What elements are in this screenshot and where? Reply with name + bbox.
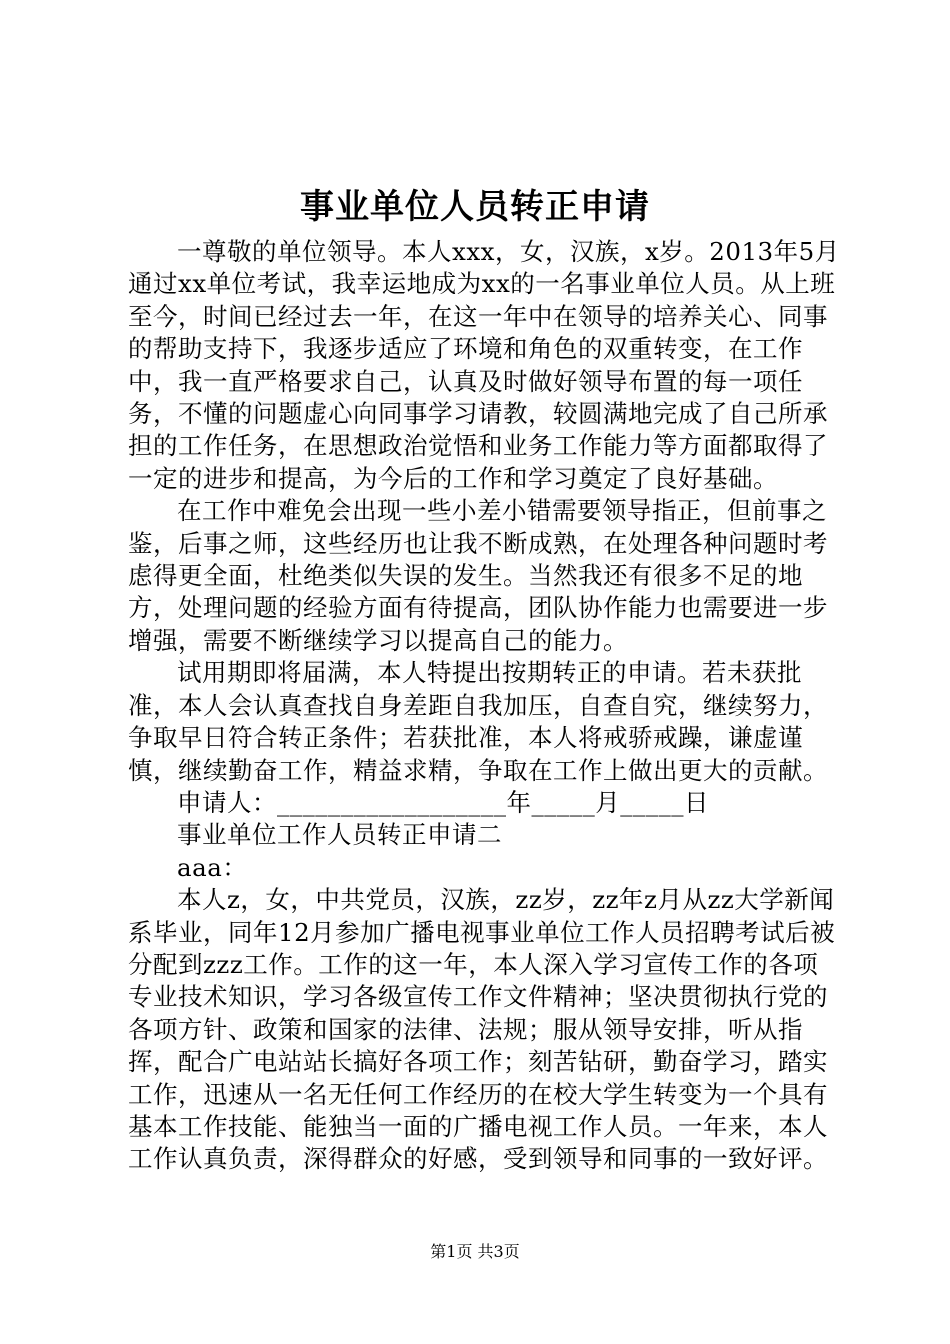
paragraph-2: 在工作中难免会出现一些小差小错需要领导指正，但前事之鉴，后事之师，这些经历也让我不断成熟，在处理各种问题时考虑得更全面，杜绝类似失误的发生。当然我还有很多不足的地方，处理问题的经验方面有待提高，团队协作能力也需要进一步增强，需要不断继续学习以提高自己的能力。 [128,496,828,655]
salutation: aaa： [177,852,248,882]
document-title: 事业单位人员转正申请 [300,187,650,227]
document-body [128,236,840,1176]
paragraph-1: 一尊敬的单位领导。本人xxx，女，汉族，x岁。2013年5月通过xx单位考试，我幸运地成为xx的一名事业单位人员。从上班至今，时间已经过去一年，在这一年中在领导的培养关心、同事的帮助支持下，我逐步适应了环境和角色的双重转变，在工作中，我一直严格要求自己，认真及时做好领导布置的每一项任务，不懂的问题虚心向同事学习请教，较圆满地完成了自己所承担的工作任务，在思想政治觉悟和业务工作能力等方面都取得了一定的进步和提高，为今后的工作和学习奠定了良好基础。 [128,237,840,493]
paragraph-second: 本人z，女，中共党员，汉族，zz岁，zz年z月从zz大学新闻系毕业，同年12月参加广播电视事业单位工作人员招聘考试后被分配到zzz工作。工作的这一年，本人深入学习宣传工作的各项专业技术知识，学习各级宣传工作文件精神；坚决贯彻执行党的各项方针、政策和国家的法律、法规；服从领导安排，听从指挥，配合广电站站长搞好各项工作；刻苦钻研，勤奋学习，踏实工作，迅速从一名无任何工作经历的在校大学生转变为一个具有基本工作技能、能独当一面的广播电视工作人员。一年来，本人工作认真负责，深得群众的好感，受到领导和同事的一致好评。 [128,885,836,1174]
second-title: 事业单位工作人员转正申请二 [177,820,502,850]
paragraph-3: 试用期即将届满，本人特提出按期转正的申请。若未获批准，本人会认真查找自身差距自我加压，自查自究，继续努力，争取早日符合转正条件；若获批准，本人将戒骄戒躁，谦虚谨慎，继续勤奋工作，精益求精，争取在工作上做出更大的贡献。 [128,658,828,785]
signature-line: 申请人：__________________年_____月_____日 [177,787,709,817]
page-footer: 第1页 共3页 [430,1242,520,1261]
